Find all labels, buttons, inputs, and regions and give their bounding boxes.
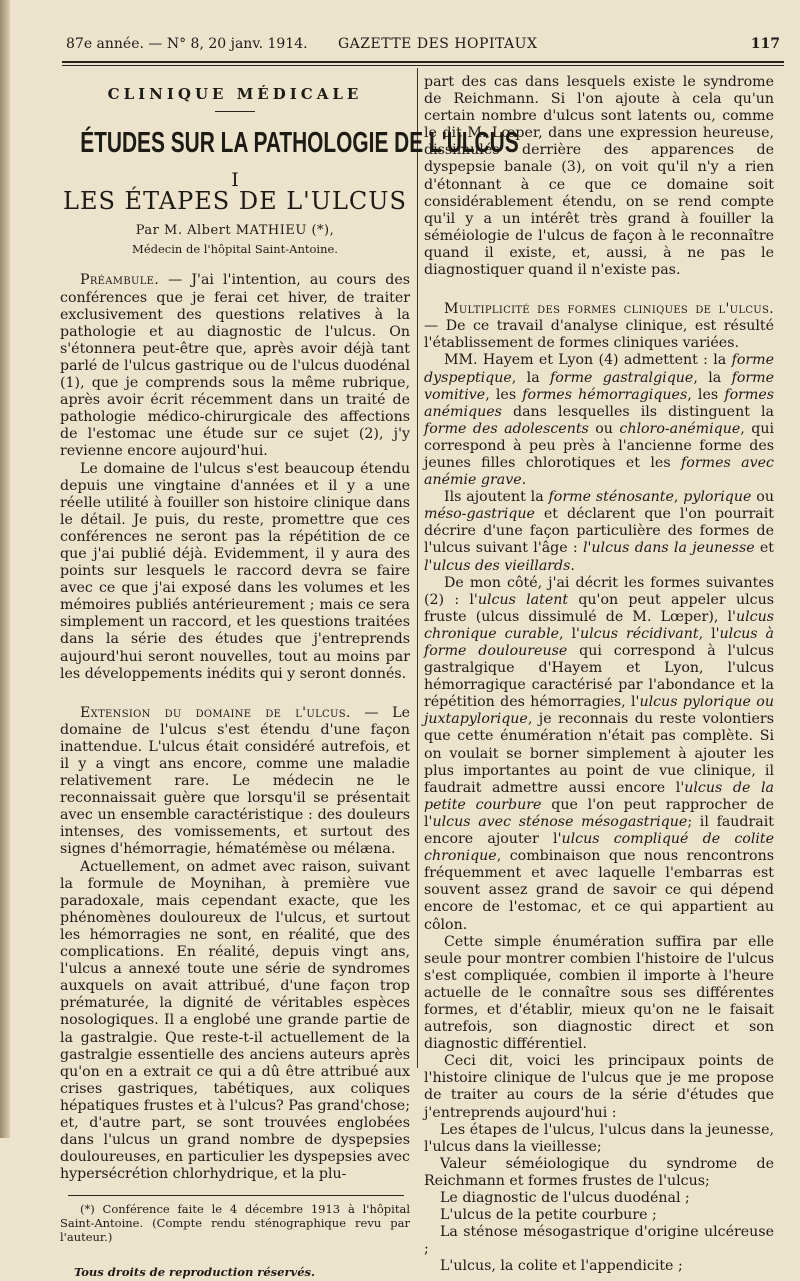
footnote-rule bbox=[68, 1195, 404, 1196]
right-column bbox=[424, 74, 774, 1275]
section-rule bbox=[215, 111, 255, 112]
list-item: La sténose mésogastrique d'origine ulcéreuse ; bbox=[424, 1224, 774, 1258]
author-affiliation: Médecin de l'hôpital Saint-Antoine. bbox=[132, 242, 338, 257]
list-item: Le diagnostic de l'ulcus duodénal ; bbox=[440, 1190, 690, 1206]
paragraph-preamble: Préambule. — J'ai l'intention, au cours des conférences que je ferai cet hiver, de traiter exclusivement des questions relatives à la pathologie et au diagnostic de l'ulcus. On s'étonnera peut-être que, après avoir déjà tant parlé de l'ulcus gastrique ou de l'ulcus duodénal (1), que je comprends sous la même rubrique, après avoir écrit récemment dans un traité de pathologie médico-chirurgicale des affections de l'estomac une étude sur ce sujet (2), j'y revienne encore aujourd'hui. bbox=[60, 272, 410, 460]
article-title: ÉTUDES SUR LA PATHOLOGIE DE L'ULCUS bbox=[80, 127, 519, 160]
header-rule-thick bbox=[62, 61, 784, 63]
paragraph-heading: Préambule. bbox=[80, 272, 160, 289]
footnote: (*) Conférence faite le 4 décembre 1913 à l'hôpital Saint-Antoine. (Compte rendu sténographique revu par l'auteur.) bbox=[60, 1202, 410, 1245]
author-byline: Par M. Albert MATHIEU (*), bbox=[135, 223, 335, 239]
paragraph-multiplicity: Multiplicité des formes cliniques de l'ulcus. — De ce travail d'analyse clinique, est résulté l'établissement de formes cliniques variées. bbox=[424, 301, 774, 352]
paragraph-forms: Ils ajoutent la forme sténosante, pylorique ou méso-gastrique et déclarent que l'on pourrait décrire d'une façon particulière des formes de l'ulcus suivant l'âge : l'ulcus dans la jeunesse et l'ulcus des vieillards. bbox=[424, 489, 774, 574]
column-divider bbox=[417, 68, 418, 1068]
part-numeral: I bbox=[231, 169, 239, 192]
running-header bbox=[66, 36, 780, 60]
paragraph: Le domaine de l'ulcus s'est beaucoup étendu depuis une vingtaine d'années et il y a une réelle utilité à fouiller son histoire clinique dans le détail. Je puis, du reste, promettre que ces conférences ne seront pas la répétition de ce que j'ai publié déjà. Evidemment, il y aura des points sur lesquels le raccord devra se faire avec ce que j'ai exposé dans les volumes et les mémoires publiés antérieurement ; mais ce sera simplement un raccord, et les questions traitées dans la série des études que j'entreprends aujourd'hui seront nouvelles, tout au moins par les développements inédits qui y seront donnés. bbox=[60, 460, 410, 682]
header-rule-thin bbox=[62, 65, 784, 66]
rights-notice: Tous droits de reproduction réservés. bbox=[74, 1265, 316, 1280]
list-item: Valeur séméiologique du syndrome de Reichmann et formes frustes de l'ulcus; bbox=[424, 1155, 774, 1189]
paragraph-hayem-lyon: MM. Hayem et Lyon (4) admettent : la forme dyspeptique, la forme gastralgique, la forme vomitive, les formes hémorragiques, les formes anémiques dans lesquelles ils distinguent la forme des adolescents ou chloro-anémique, qui correspond à peu près à l'ancienne forme des jeunes filles chlorotiques et les formes avec anémie grave. bbox=[424, 352, 775, 489]
paragraph-heading: Extension du domaine de l'ulcus. bbox=[80, 704, 351, 721]
paragraph: Actuellement, on admet avec raison, suivant la formule de Moynihan, à première vue paradoxale, mais cependant exacte, que les phénomènes douloureux de l'ulcus, et surtout les hémorragies ne sont, en réalité, que des complications. En réalité, depuis vingt ans, l'ulcus a annexé toute une série de syndromes auxquels on avait attribué, d'une façon trop prématurée, la dignité de véritables espèces nosologiques. Il a englobé une grande partie de la gastralgie. Que reste-t-il actuellement de la gastralgie essentielle des anciens auteurs après qu'on en a extrait ce qui a dû être attribué aux crises gastriques, tabétiques, aux coliques hépatiques frustes et à l'ulcus? Pas grand'chose; et, d'autre part, se sont trouvées englobées dans l'ulcus un grand nombre de dyspepsies douloureuses, en particulier les dyspepsies avec hypersécrétion chlorhydrique, et la plu- bbox=[60, 858, 410, 1183]
section-heading: CLINIQUE MÉDICALE bbox=[107, 85, 363, 103]
binding-edge bbox=[0, 0, 10, 1138]
page-number: 117 bbox=[750, 36, 780, 52]
list-item: Les étapes de l'ulcus, l'ulcus dans la jeunesse, l'ulcus dans la vieillesse; bbox=[424, 1121, 774, 1155]
paragraph: Ceci dit, voici les principaux points de l'histoire clinique de l'ulcus que je me propose de traiter au cours de la série d'études que j'entreprends aujourd'hui : bbox=[424, 1053, 774, 1121]
article-subtitle: LES ÉTAPES DE L'ULCUS bbox=[63, 187, 407, 216]
paragraph-continued: part des cas dans lesquels existe le syndrome de Reichmann. Si l'on ajoute à cela qu'un certain nombre d'ulcus sont latents ou, comme le dit M. Lœper, dans une expression heureuse, dissimulés derrière des apparences de dyspepsie banale (3), on voit qu'il n'y a rien d'étonnant à ce que ce domaine soit considérablement étendu, on se rend compte qu'il y a un intérêt très grand à fouiller la séméiologie de l'ulcus de façon à le reconnaître quand il existe, et, aussi, à ne pas le diagnostiquer quand il n'existe pas. bbox=[424, 74, 774, 279]
list-item: L'ulcus, la colite et l'appendicite ; bbox=[440, 1258, 683, 1275]
paragraph-extension: Extension du domaine de l'ulcus. — Le domaine de l'ulcus s'est étendu d'une façon inattendue. L'ulcus était considéré autrefois, et il y a vingt ans encore, comme une maladie relativement rare. Le médecin ne le reconnaissait guère que lorsqu'il se présentait avec un ensemble caractéristique : des douleurs intenses, des vomissements, et surtout des signes d'hémorragie, hématémèse ou mélæna. bbox=[60, 704, 410, 858]
paragraph-author-forms: De mon côté, j'ai décrit les formes suivantes (2) : l'ulcus latent qu'on peut appeler ulcus fruste (ulcus dissimulé de M. Lœper), l'ulcus chronique curable, l'ulcus récidivant, l'ulcus à forme douloureuse qui correspond à l'ulcus gastralgique d'Hayem et Lyon, l'ulcus hémorragique caractérisé par l'abondance et la répétition des hémorragies, l'ulcus pylorique ou juxtapylorique, je reconnais du reste volontiers que cette énumération n'était pas complète. Si on voulait se borner simplement à ajouter les plus importantes au point de vue clinique, il faudrait admettre aussi encore l'ulcus de la petite courbure que l'on peut rapprocher de l'ulcus avec sténose mésogastrique; il faudrait encore ajouter l'ulcus compliqué de colite chronique, combinaison que nous rencontrons fréquemment et avec laquelle l'embarras est souvent assez grand de savoir ce qui dépend encore de l'estomac, et ce qui appartient au côlon. bbox=[424, 574, 775, 933]
journal-name: GAZETTE DES HOPITAUX bbox=[338, 36, 538, 52]
paragraph-heading: Multiplicité des formes cliniques de l'ulcus. bbox=[444, 301, 774, 318]
list-item: L'ulcus de la petite courbure ; bbox=[440, 1207, 657, 1224]
paragraph: Cette simple énumération suffira par elle seule pour montrer combien l'histoire de l'ulcus s'est compliquée, combien il importe à l'heure actuelle de le connaître sous ses différentes formes, et d'établir, mieux qu'on ne le faisait autrefois, son diagnostic direct et son diagnostic différentiel. bbox=[424, 933, 774, 1053]
left-column bbox=[60, 80, 519, 1281]
issue-info: 87e année. — N° 8, 20 janv. 1914. bbox=[66, 36, 308, 52]
